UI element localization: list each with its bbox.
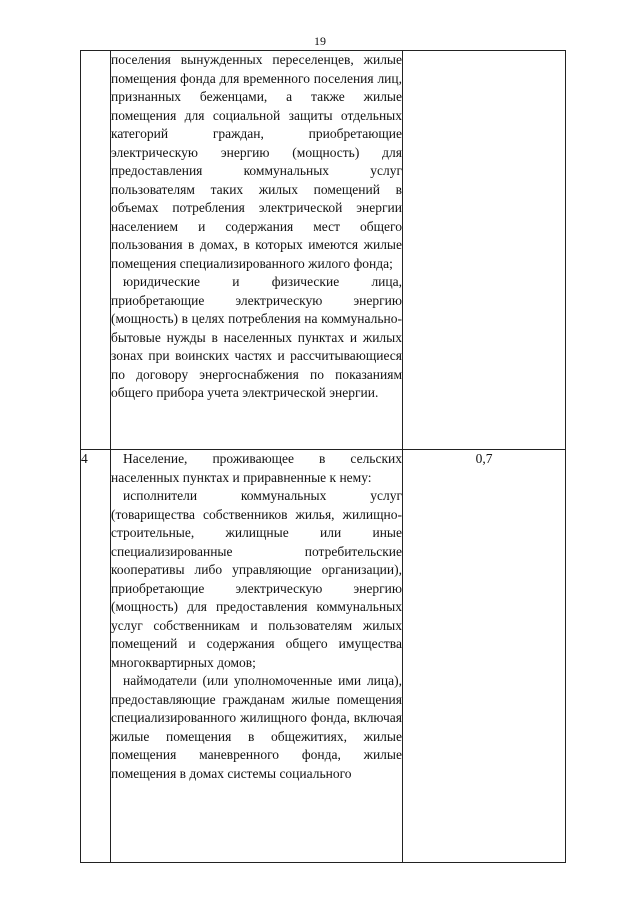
row-number-cell: [81, 51, 111, 450]
description-paragraph: Население, проживающее в сельских населенных пунктах и приравненные к нему:: [111, 451, 402, 485]
row-value-cell: [403, 51, 566, 450]
page-number: 19: [314, 34, 326, 48]
description-paragraph: поселения вынужденных переселенцев, жилые помещения фонда для временного поселения лиц, признанных беженцами, а также жилые помещения для социальной защиты отдельных категорий граждан, приобретающие электрическую энергию (мощность) для предоставления коммунальных услуг пользователям таких жилых помещений в объемах потребления электрической энергии населением и содержания мест общего пользования в домах, в которых имеются жилые помещения специализированного жилого фонда;: [111, 52, 402, 271]
tariff-table: [80, 50, 566, 863]
row-value-cell: 0,7: [403, 450, 566, 863]
table-row: [81, 450, 566, 863]
row-description-cell: [111, 450, 403, 863]
row-description-cell: [111, 51, 403, 450]
description-paragraph: юридические и физические лица, приобретающие электрическую энергию (мощность) в целях потребления на коммунально-бытовые нужды в населенных пунктах и жилых зонах при воинских частях и рассчитывающиеся по договору энергоснабжения по показаниям общего прибора учета электрической энергии.: [111, 274, 402, 400]
description-paragraph: исполнители коммунальных услуг (товарищества собственников жилья, жилищно-строительные, жилищные или иные специализированные потребительские кооперативы либо управляющие организации), приобретающие электрическую энергию (мощность) для предоставления коммунальных услуг собственникам и пользователям жилых помещений и содержания общего имущества многоквартирных домов;: [111, 488, 402, 670]
description-paragraph: наймодатели (или уполномоченные ими лица), предоставляющие гражданам жилые помещения специализированного жилищного фонда, включая жилые помещения в общежитиях, жилые помещения маневренного фонда, жилые помещения в домах системы социального: [111, 673, 402, 781]
table-row: [81, 51, 566, 450]
row-number-cell: 4: [81, 450, 111, 863]
